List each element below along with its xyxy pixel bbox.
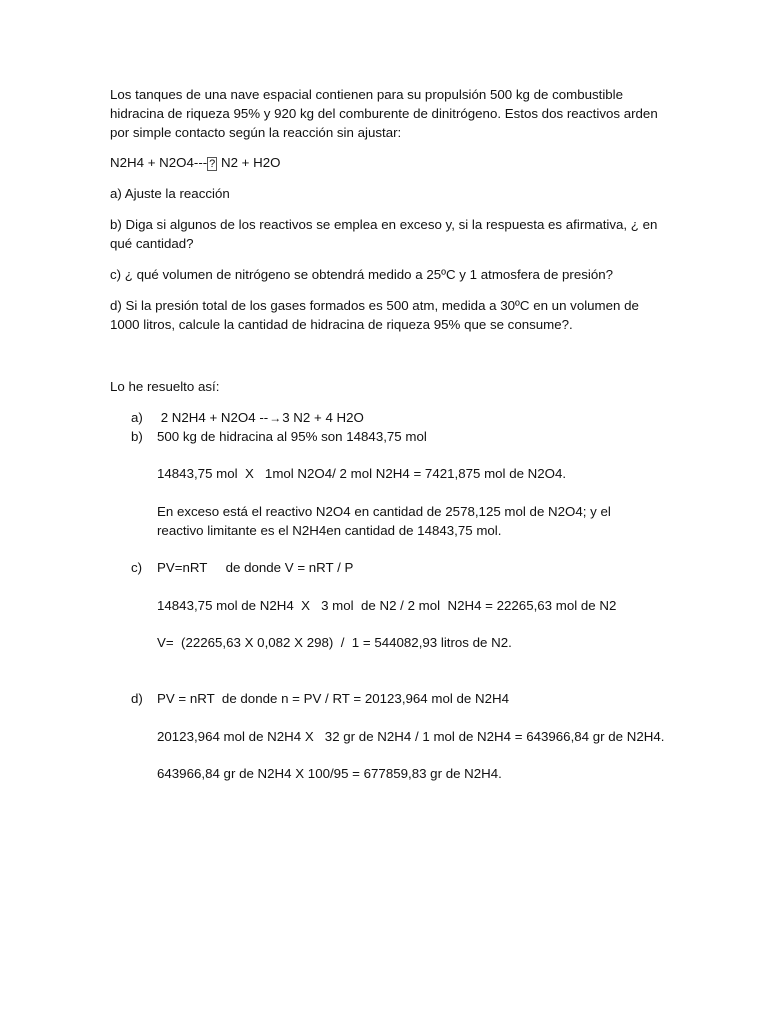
reaction-left: N2H4 + N2O4--- (110, 155, 208, 170)
question-a: a) Ajuste la reacción (110, 186, 230, 201)
solution-a-right: 3 N2 + 4 H2O (282, 410, 364, 425)
solution-b-line1: 500 kg de hidracina al 95% son 14843,75 mol (157, 429, 427, 444)
question-d: d) Si la presión total de los gases formados es 500 atm, medida a 30ºC en un volumen de 1000 litros, calcule la cantidad de hidracina de riqueza 95% que se consume?. (110, 298, 639, 332)
solution-c-line3: V= (22265,63 X 0,082 X 298) / 1 = 544082,93 litros de N2. (157, 635, 512, 650)
arrow-right-icon: → (269, 411, 282, 425)
reaction-right: N2 + H2O (217, 155, 281, 170)
problem-intro: Los tanques de una nave espacial contienen para su propulsión 500 kg de combustible hidracina de riqueza 95% y 920 kg del comburente de dinitrógeno. Estos dos reactivos arden por simple contacto según la reacción sin ajustar: (110, 87, 658, 140)
solution-d-line1: PV = nRT de donde n = PV / RT = 20123,964 mol de N2H4 (157, 691, 509, 706)
solution-a-left: 2 N2H4 + N2O4 -- (157, 410, 269, 425)
solution-a-label: a) (131, 410, 143, 425)
solution-heading: Lo he resuelto así: (110, 379, 220, 394)
question-b: b) Diga si algunos de los reactivos se emplea en exceso y, si la respuesta es afirmativa, ¿ en qué cantidad? (110, 217, 658, 251)
reaction-equation (110, 153, 280, 174)
solution-c-line1: PV=nRT de donde V = nRT / P (157, 560, 354, 575)
solution-a-equation (157, 408, 364, 428)
solution-b-line2: 14843,75 mol X 1mol N2O4/ 2 mol N2H4 = 7421,875 mol de N2O4. (157, 466, 567, 481)
solution-d-line3: 643966,84 gr de N2H4 X 100/95 = 677859,83 gr de N2H4. (157, 766, 502, 781)
solution-b-line3: En exceso está el reactivo N2O4 en cantidad de 2578,125 mol de N2O4; y el reactivo limitante es el N2H4en cantidad de 14843,75 mol. (157, 504, 611, 538)
solution-d-line2: 20123,964 mol de N2H4 X 32 gr de N2H4 / 1 mol de N2H4 = 643966,84 gr de N2H4. (157, 729, 665, 744)
solution-c-line2: 14843,75 mol de N2H4 X 3 mol de N2 / 2 mol N2H4 = 22265,63 mol de N2 (157, 598, 617, 613)
solution-b-label: b) (131, 429, 143, 444)
reaction-symbol: ? (209, 158, 216, 170)
solution-d-label: d) (131, 691, 143, 706)
question-c: c) ¿ qué volumen de nitrógeno se obtendrá medido a 25ºC y 1 atmosfera de presión? (110, 267, 614, 282)
solution-c-label: c) (131, 560, 143, 575)
